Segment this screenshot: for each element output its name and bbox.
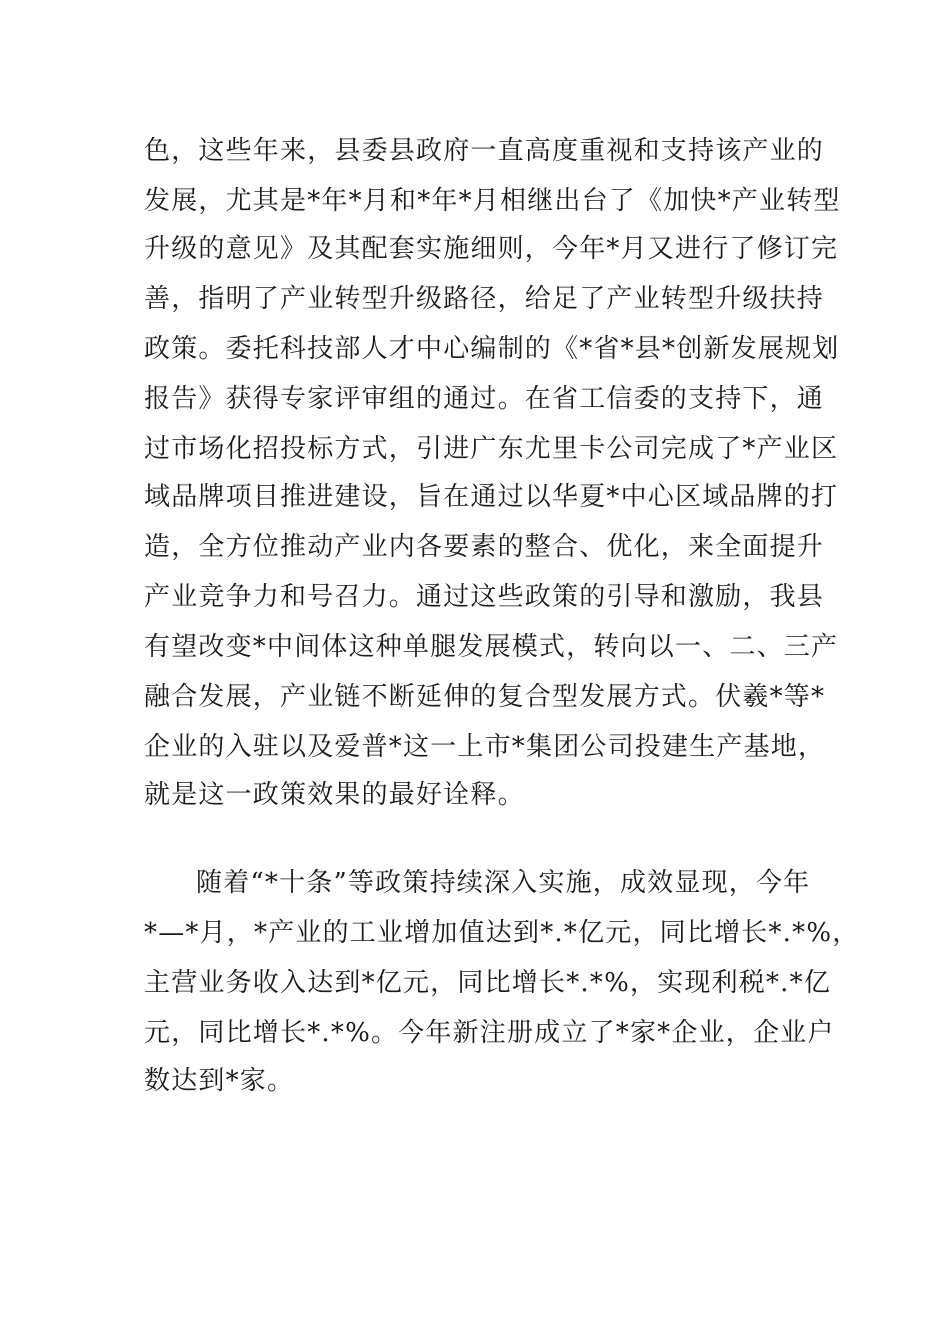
paragraph-line: 企业的入驻以及爱普*这一上市*集团公司投建生产基地， — [144, 732, 826, 762]
paragraph-line: 主营业务收入达到*亿元，同比增长*.*%，实现利税*.*亿 — [144, 968, 832, 998]
paragraph-line: *—*月，*产业的工业增加值达到*.*亿元，同比增长*.*%， — [144, 918, 860, 948]
paragraph-line: 域品牌项目推进建设，旨在通过以华夏*中心区域品牌的打 — [144, 482, 839, 512]
paragraph-line: 产业竞争力和号召力。通过这些政策的引导和激励，我县 — [144, 582, 825, 612]
paragraph-line: 随着“*十条”等政策持续深入实施，成效显现，今年 — [196, 868, 811, 898]
paragraph-line: 元，同比增长*.*%。今年新注册成立了*家*企业，企业户 — [144, 1018, 835, 1048]
paragraph-line: 色，这些年来，县委县政府一直高度重视和支持该产业的 — [144, 136, 825, 166]
paragraph-line: 造，全方位推动产业内各要素的整合、优化，来全面提升 — [144, 532, 825, 562]
paragraph-line: 善，指明了产业转型升级路径，给足了产业转型升级扶持 — [144, 284, 825, 314]
paragraph-line: 过市场化招投标方式，引进广东尤里卡公司完成了*产业区 — [144, 434, 839, 464]
paragraph-line: 报告》获得专家评审组的通过。在省工信委的支持下，通 — [144, 384, 825, 414]
paragraph-line: 升级的意见》及其配套实施细则，今年*月又进行了修订完 — [144, 234, 839, 264]
paragraph-line: 融合发展，产业链不断延伸的复合型发展方式。伏羲*等* — [144, 682, 826, 712]
paragraph-line: 数达到*家。 — [144, 1066, 295, 1096]
paragraph-line: 就是这一政策效果的最好诠释。 — [144, 780, 525, 810]
paragraph-line: 有望改变*中间体这种单腿发展模式，转向以一、二、三产 — [144, 632, 839, 662]
paragraph-line: 发展，尤其是*年*月和*年*月相继出台了《加快*产业转型 — [144, 186, 841, 216]
paragraph-line: 政策。委托科技部人才中心编制的《*省*县*创新发展规划 — [144, 334, 840, 364]
